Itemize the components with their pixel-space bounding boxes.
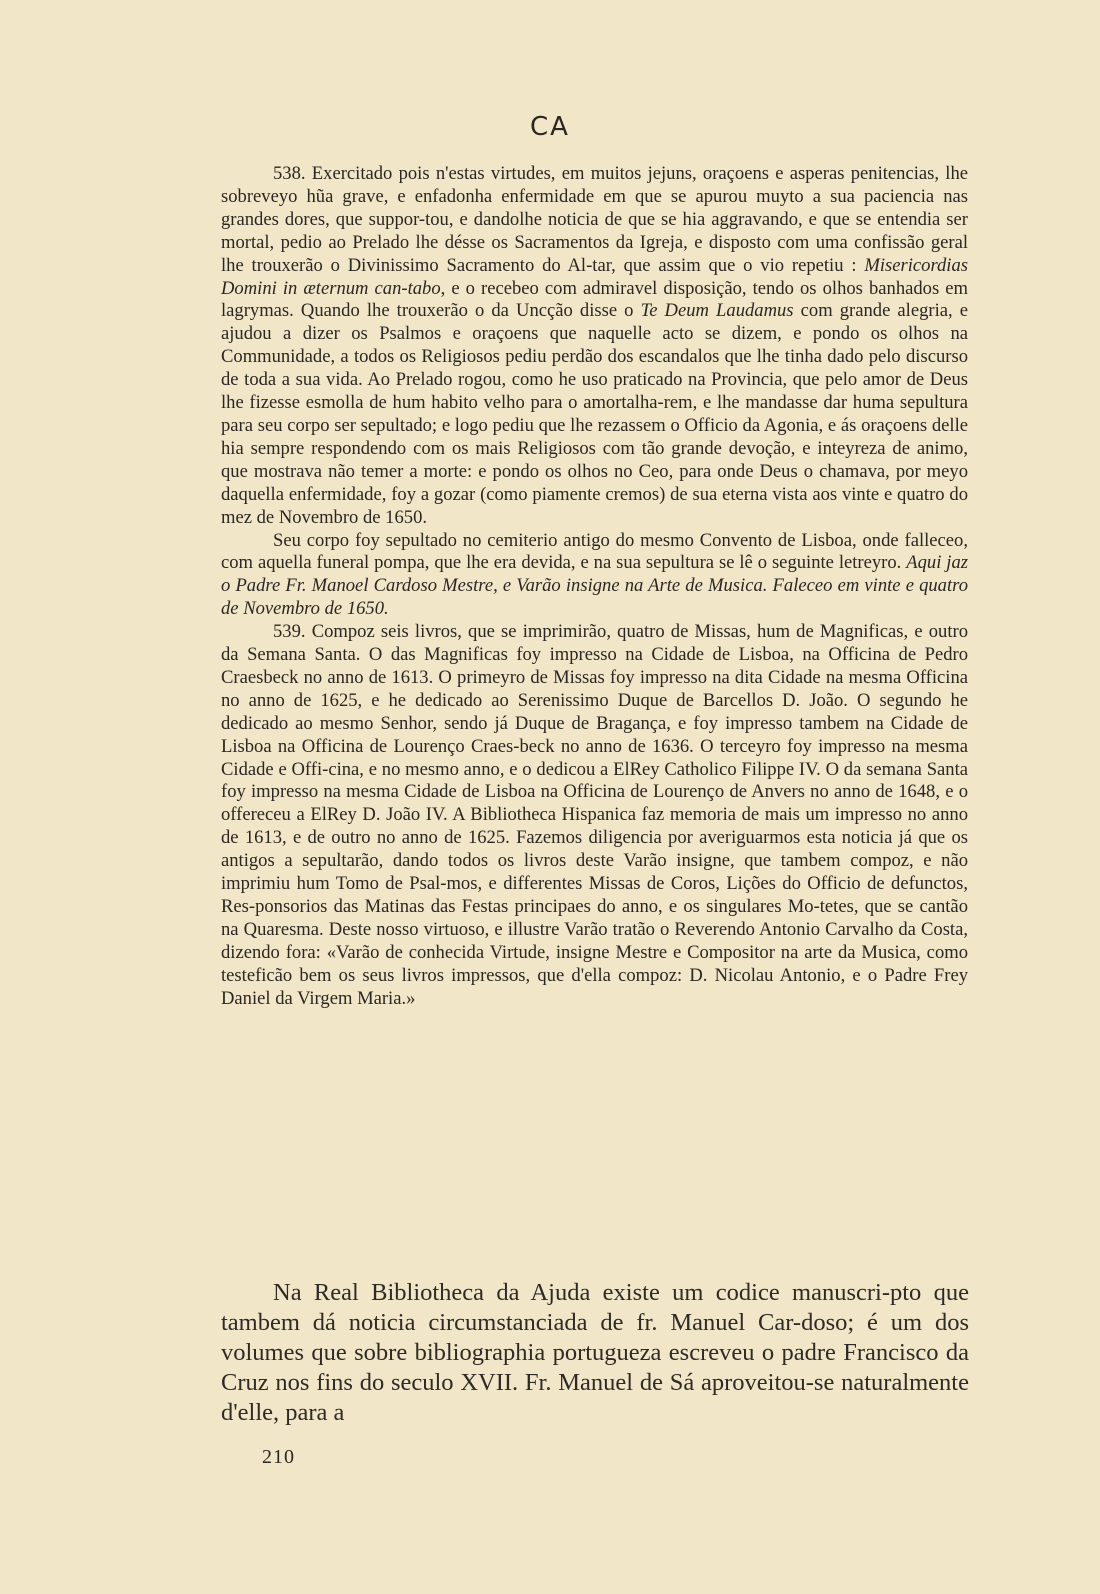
commentary-paragraph: Na Real Bibliotheca da Ajuda existe um codice manuscri-pto que tambem dá noticia circumstanciada de fr. Manuel Car-doso; é um dos volumes que sobre bibliographia portugueza escreveu o padre Francisco da Cruz nos fins do seculo XVII. Fr. Manuel de Sá aproveitou-se naturalmente d'elle, para a [221,1279,969,1426]
text-segment: com grande alegria, e ajudou a dizer os Psalmos e oraçoens que naquelle acto se dizem, e pondo os olhos na Communidade, a todos os Religiosos pediu perdão dos escandalos que lhe tinha dado pelo discurso de toda a sua vida. Ao Prelado rogou, como he uso praticado na Provincia, que pelo amor de Deus lhe fizesse esmolla de hum habito velho para o amortalha-rem, e lhe mandasse dar huma sepultura para seu corpo ser sepultado; e logo pediu que lhe rezassem o Officio da Agonia, e ás oraçoens delle hia sempre respondendo com os mais Religiosos com tão grande devoção, e inteyreza de animo, que mostrava não temer a morte: e pondo os olhos no Ceo, para onde Deus o chamava, por meyo daquella enfermidade, foy a gozar (como piamente cremos) de sua eterna vista aos vinte e quatro do mez de Novembro de 1650. [221,300,968,528]
paragraph-538 [221,163,968,530]
quoted-text-block [221,163,968,1011]
text-segment: Seu corpo foy sepultado no cemiterio antigo do mesmo Convento de Lisboa, onde falleceo, com aquella funeral pompa, que lhe era devida, e na sua sepultura se lê o seguinte letreyro. [221,529,968,574]
italic-segment: Aqui jaz o Padre Fr. Manoel Cardoso Mestre, e Varão insigne na Arte de Musica. Faleceo em vinte e quatro de Novembro de 1650. [221,552,968,620]
page-number: 210 [262,1446,295,1468]
paragraph-539 [221,621,968,1010]
italic-segment: Misericordias Domini in æternum can-tabo [221,254,968,299]
text-segment: 538. Exercitado pois n'estas virtudes, em muitos jejuns, oraçoens e asperas penitencias, lhe sobreveyo hũa grave, e enfadonha enfermidade em que se apurou muyto a sua paciencia nas grandes dores, que suppor-tou, e dandolhe noticia de que se hia aggravando, e que se entendia ser mortal, pedio ao Prelado lhe désse os Sacramentos da Igreja, e disposto com uma confissão geral lhe trouxerão o Divinissimo Sacramento do Al-tar, que assim que o vio repetiu : [221,163,968,276]
italic-segment: Te Deum Laudamus [640,300,794,322]
text-segment: 539. Compoz seis livros, que se imprimirão, quatro de Missas, hum de Magnificas, e outro da Semana Santa. O das Magnificas foy impresso na Cidade de Lisboa, na Officina de Pedro Craesbeck no anno de 1613. O primeyro de Missas foy impresso na dita Cidade na mesma Officina no anno de 1625, e he dedicado ao Serenissimo Duque de Barcellos D. João. O segundo he dedicado ao mesmo Senhor, sendo já Duque de Bragança, e foy impresso tambem na Cidade de Lisboa na Officina de Lourenço Craes-beck no anno de 1636. O terceyro foy impresso na mesma Cidade e Offi-cina, e no mesmo anno, e o dedicou a ElRey Catholico Filippe IV. O da semana Santa foy impresso na mesma Cidade de Lisboa na Officina de Lourenço de Anvers no anno de 1648, e o offereceu a ElRey D. João IV. A Bibliotheca Hispanica faz memoria de mais um impresso no anno de 1613, e de outro no anno de 1625. Fazemos diligencia por averiguarmos esta noticia já que os antigos a sepultarão, dando todos os livros deste Varão insigne, que tambem compoz, e não imprimiu hum Tomo de Psal-mos, e differentes Missas de Coros, Lições do Officio de defunctos, Res-ponsorios das Matinas das Festas principaes do anno, e os singulares Mo-tetes, que se cantão na Quaresma. Deste nosso virtuoso, e illustre Varão tratão o Reverendo Antonio Carvalho da Costa, dizendo fora: «Varão de conhecida Virtude, insigne Mestre e Compositor na arte da Musica, como testeficão bem os seus livros impressos, que d'ella compoz: D. Nicolau Antonio, e o Padre Frey Daniel da Virgem Maria.» [221,621,968,1009]
running-header: CA [530,112,570,142]
commentary-block [221,1278,969,1428]
paragraph-burial [221,530,968,622]
text-segment: , e o recebeo com admiravel disposição, tendo os olhos banhados em lagrymas. Quando lhe trouxerão o da Uncção disse o [221,277,968,322]
